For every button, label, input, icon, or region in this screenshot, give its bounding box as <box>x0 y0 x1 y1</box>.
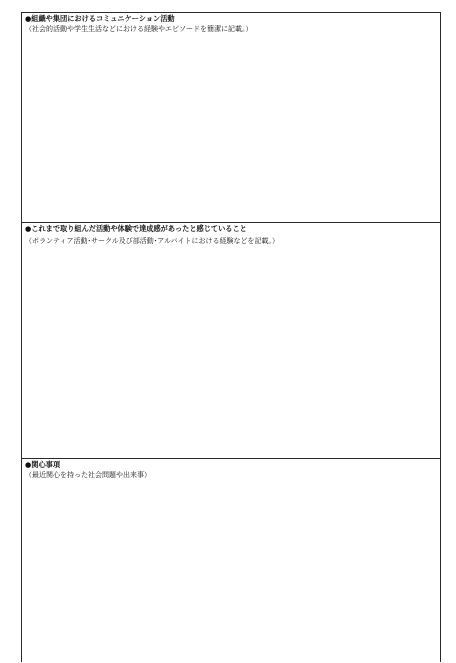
achievement-section <box>22 222 440 458</box>
achievement-answer-area[interactable] <box>22 249 440 458</box>
communication-heading: ●組織や集団におけるコミュニケーション活動 <box>25 14 175 23</box>
interests-heading: ●関心事項 <box>25 460 61 469</box>
communication-answer-area[interactable] <box>22 37 440 222</box>
interests-section <box>22 458 440 663</box>
entry-form <box>21 12 441 662</box>
achievement-heading: ●これまで取り組んだ活動や体験で達成感があったと感じていること <box>25 224 247 233</box>
interests-answer-area[interactable] <box>22 483 440 663</box>
interests-note: （最近関心を持った社会問題や出来事） <box>25 471 151 479</box>
communication-section <box>22 13 440 222</box>
communication-note: （社会的活動や学生生活などにおける経験やエピソードを簡潔に記載。） <box>25 25 253 33</box>
achievement-note: （ボランティア活動･サークル及び部活動･アルバイトにおける経験などを記載。） <box>25 237 279 245</box>
